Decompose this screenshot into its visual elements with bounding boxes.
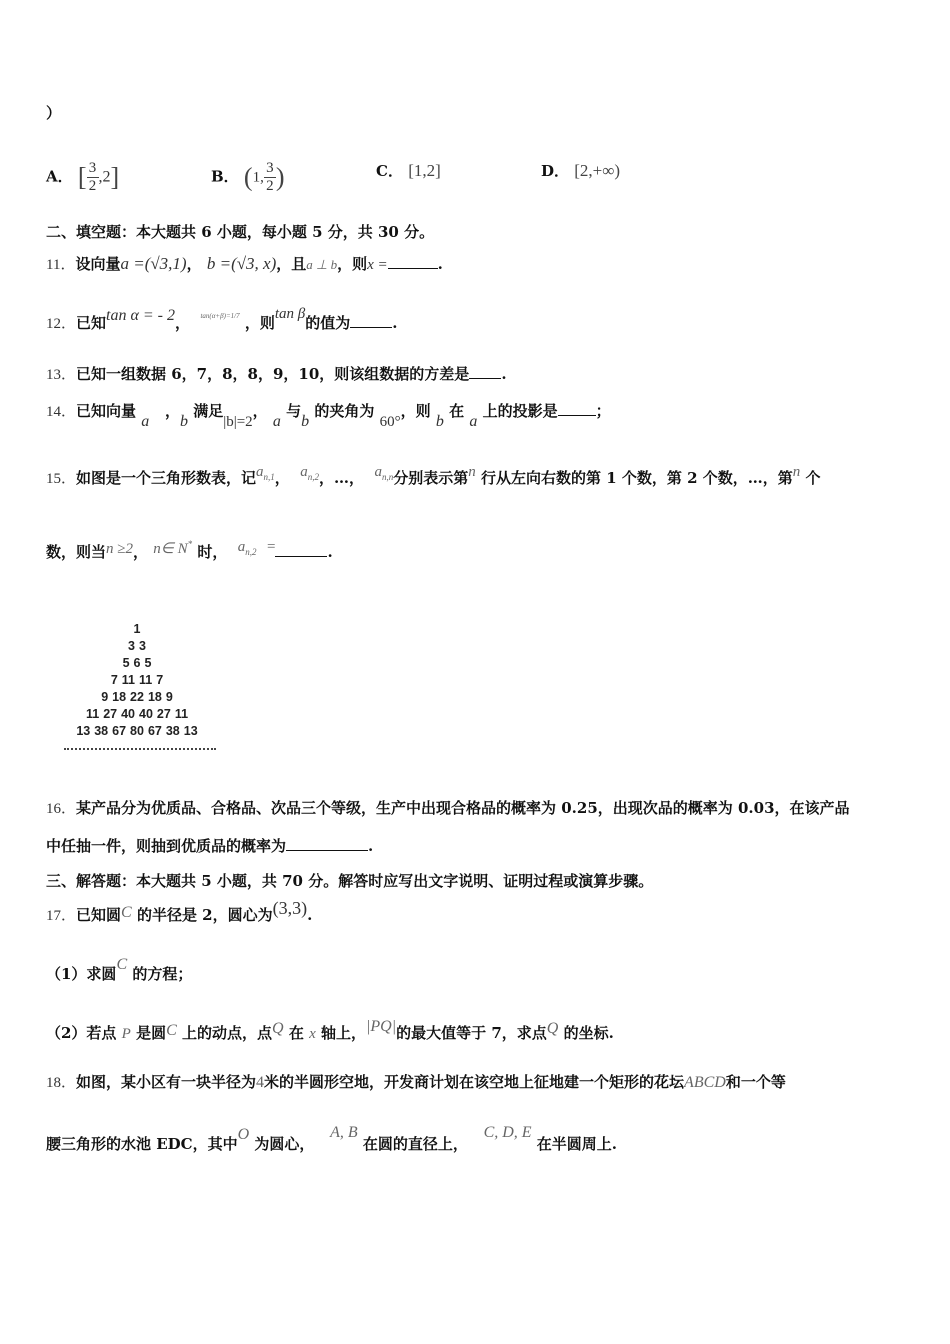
triangle-row: 5 6 5 (122, 656, 152, 670)
question-15: 15．如图是一个三角形数表，记$a_{n,1}$， $a_{n,2}$，…， $a_{n,n}$分别表示第n 行从左向右数的第 1 个数，第 2 个数，…，第n 个 (46, 464, 821, 487)
vector-b: b =(√3, x) (206, 254, 277, 273)
option-c (376, 160, 441, 181)
section-3-heading: 三、解答题：本大题共 5 小题，共 70 分。解答时应写出文字说明、证明过程或演算步骤。 (46, 872, 654, 890)
question-17-part-1: （1）求圆C 的方程； (46, 956, 193, 983)
answer-blank (558, 414, 596, 416)
triangle-row: 7 11 11 7 (110, 673, 164, 687)
question-18: 18．如图，某小区有一块半径为4米的半圆形空地，开发商计划在该空地上征地建一个矩形的花坛ABCD和一个等 (46, 1073, 786, 1091)
vector-a: a =(√3,1) (120, 254, 187, 273)
triangle-row: 3 3 (128, 639, 146, 653)
option-a-content: [ (77, 162, 87, 192)
section-2-heading: 二、填空题：本大题共 6 小题，每小题 5 分，共 30 分。 (46, 223, 435, 241)
answer-blank (275, 555, 327, 557)
tan-alpha: tan α = - 2 (106, 307, 175, 324)
answer-blank (469, 377, 501, 379)
question-13: 13．已知一组数据 6，7，8，8，9，10，则该组数据的方差是 . (46, 365, 507, 383)
norm-b: |b|=2 (223, 414, 253, 430)
triangle-number-table (52, 620, 222, 760)
question-15-line-2: 数，则当n ≥2， n∈ N* 时， $a_{n,2}$ = . (46, 539, 333, 561)
triangle-row: 9 18 22 18 9 (101, 690, 173, 704)
option-a-frac: $\frac{3}{2}$ (87, 160, 99, 195)
option-b: B． (1, $\frac{3}{2}$ ) (211, 160, 285, 194)
question-17: 17．已知圆C 的半径是 2，圆心为(3,3). (46, 898, 313, 924)
question-16: 16．某产品分为优质品、合格品、次品三个等级，生产中出现合格品的概率为 0.25，出现次品的概率为 0.03，在该产品 (46, 799, 850, 817)
answer-blank (350, 326, 392, 328)
pq-abs: |PQ| (365, 1018, 397, 1035)
option-d-content: [2,+∞) (574, 161, 621, 180)
question-12: 12．已知tan α = - 2， $^{tan(\alpha+\beta)=1/7}$ ，则tan β的值为 . (46, 306, 398, 332)
answer-blank (388, 267, 438, 269)
continued-paren: ） (46, 104, 62, 122)
option-c-label: C． (376, 162, 403, 180)
question-11: 11．设向量a =(√3,1)， b =(√3, x)，且a ⊥ b，则x = . (46, 254, 443, 273)
triangle-row: 11 27 40 40 27 11 (85, 707, 189, 721)
question-14: 14．已知向量 a ，b 满足|b|=2， a 与b 的夹角为 60°，则 b 在 a 上的投影是 ； (46, 402, 611, 430)
option-c-content: [1,2] (408, 161, 441, 180)
triangle-row: 1 (133, 622, 141, 636)
perp-condition: a ⊥ b (306, 257, 338, 272)
option-b-label: B． (211, 167, 239, 186)
option-a: A． [ $\frac{3}{2}$ ,2] (46, 160, 120, 194)
triangle-row: 13 38 67 80 67 38 13 (76, 724, 198, 738)
question-18-line-2: 腰三角形的水池 EDC，其中O 为圆心， A, B 在圆的直径上， C, D, E 在半圆周上. (46, 1124, 618, 1153)
tan-alpha-beta: tan(α+β)=1/7 (200, 312, 240, 320)
continuation-dots (64, 748, 216, 750)
option-d-label: D． (541, 162, 570, 180)
option-a-label: A． (46, 167, 73, 186)
question-16-line-2: 中任抽一件，则抽到优质品的概率为 . (46, 837, 374, 855)
angle: 60° (379, 414, 401, 430)
option-d (541, 160, 620, 181)
tan-beta: tan β (274, 306, 306, 322)
answer-blank (286, 849, 368, 851)
circle-center: (3,3) (272, 898, 308, 918)
option-b-frac: $\frac{3}{2}$ (264, 160, 276, 195)
question-17-part-2: （2）若点 P 是圆C 上的动点，点Q 在 x 轴上，|PQ|的最大值等于 7，求点Q 的坐标. (46, 1018, 614, 1042)
